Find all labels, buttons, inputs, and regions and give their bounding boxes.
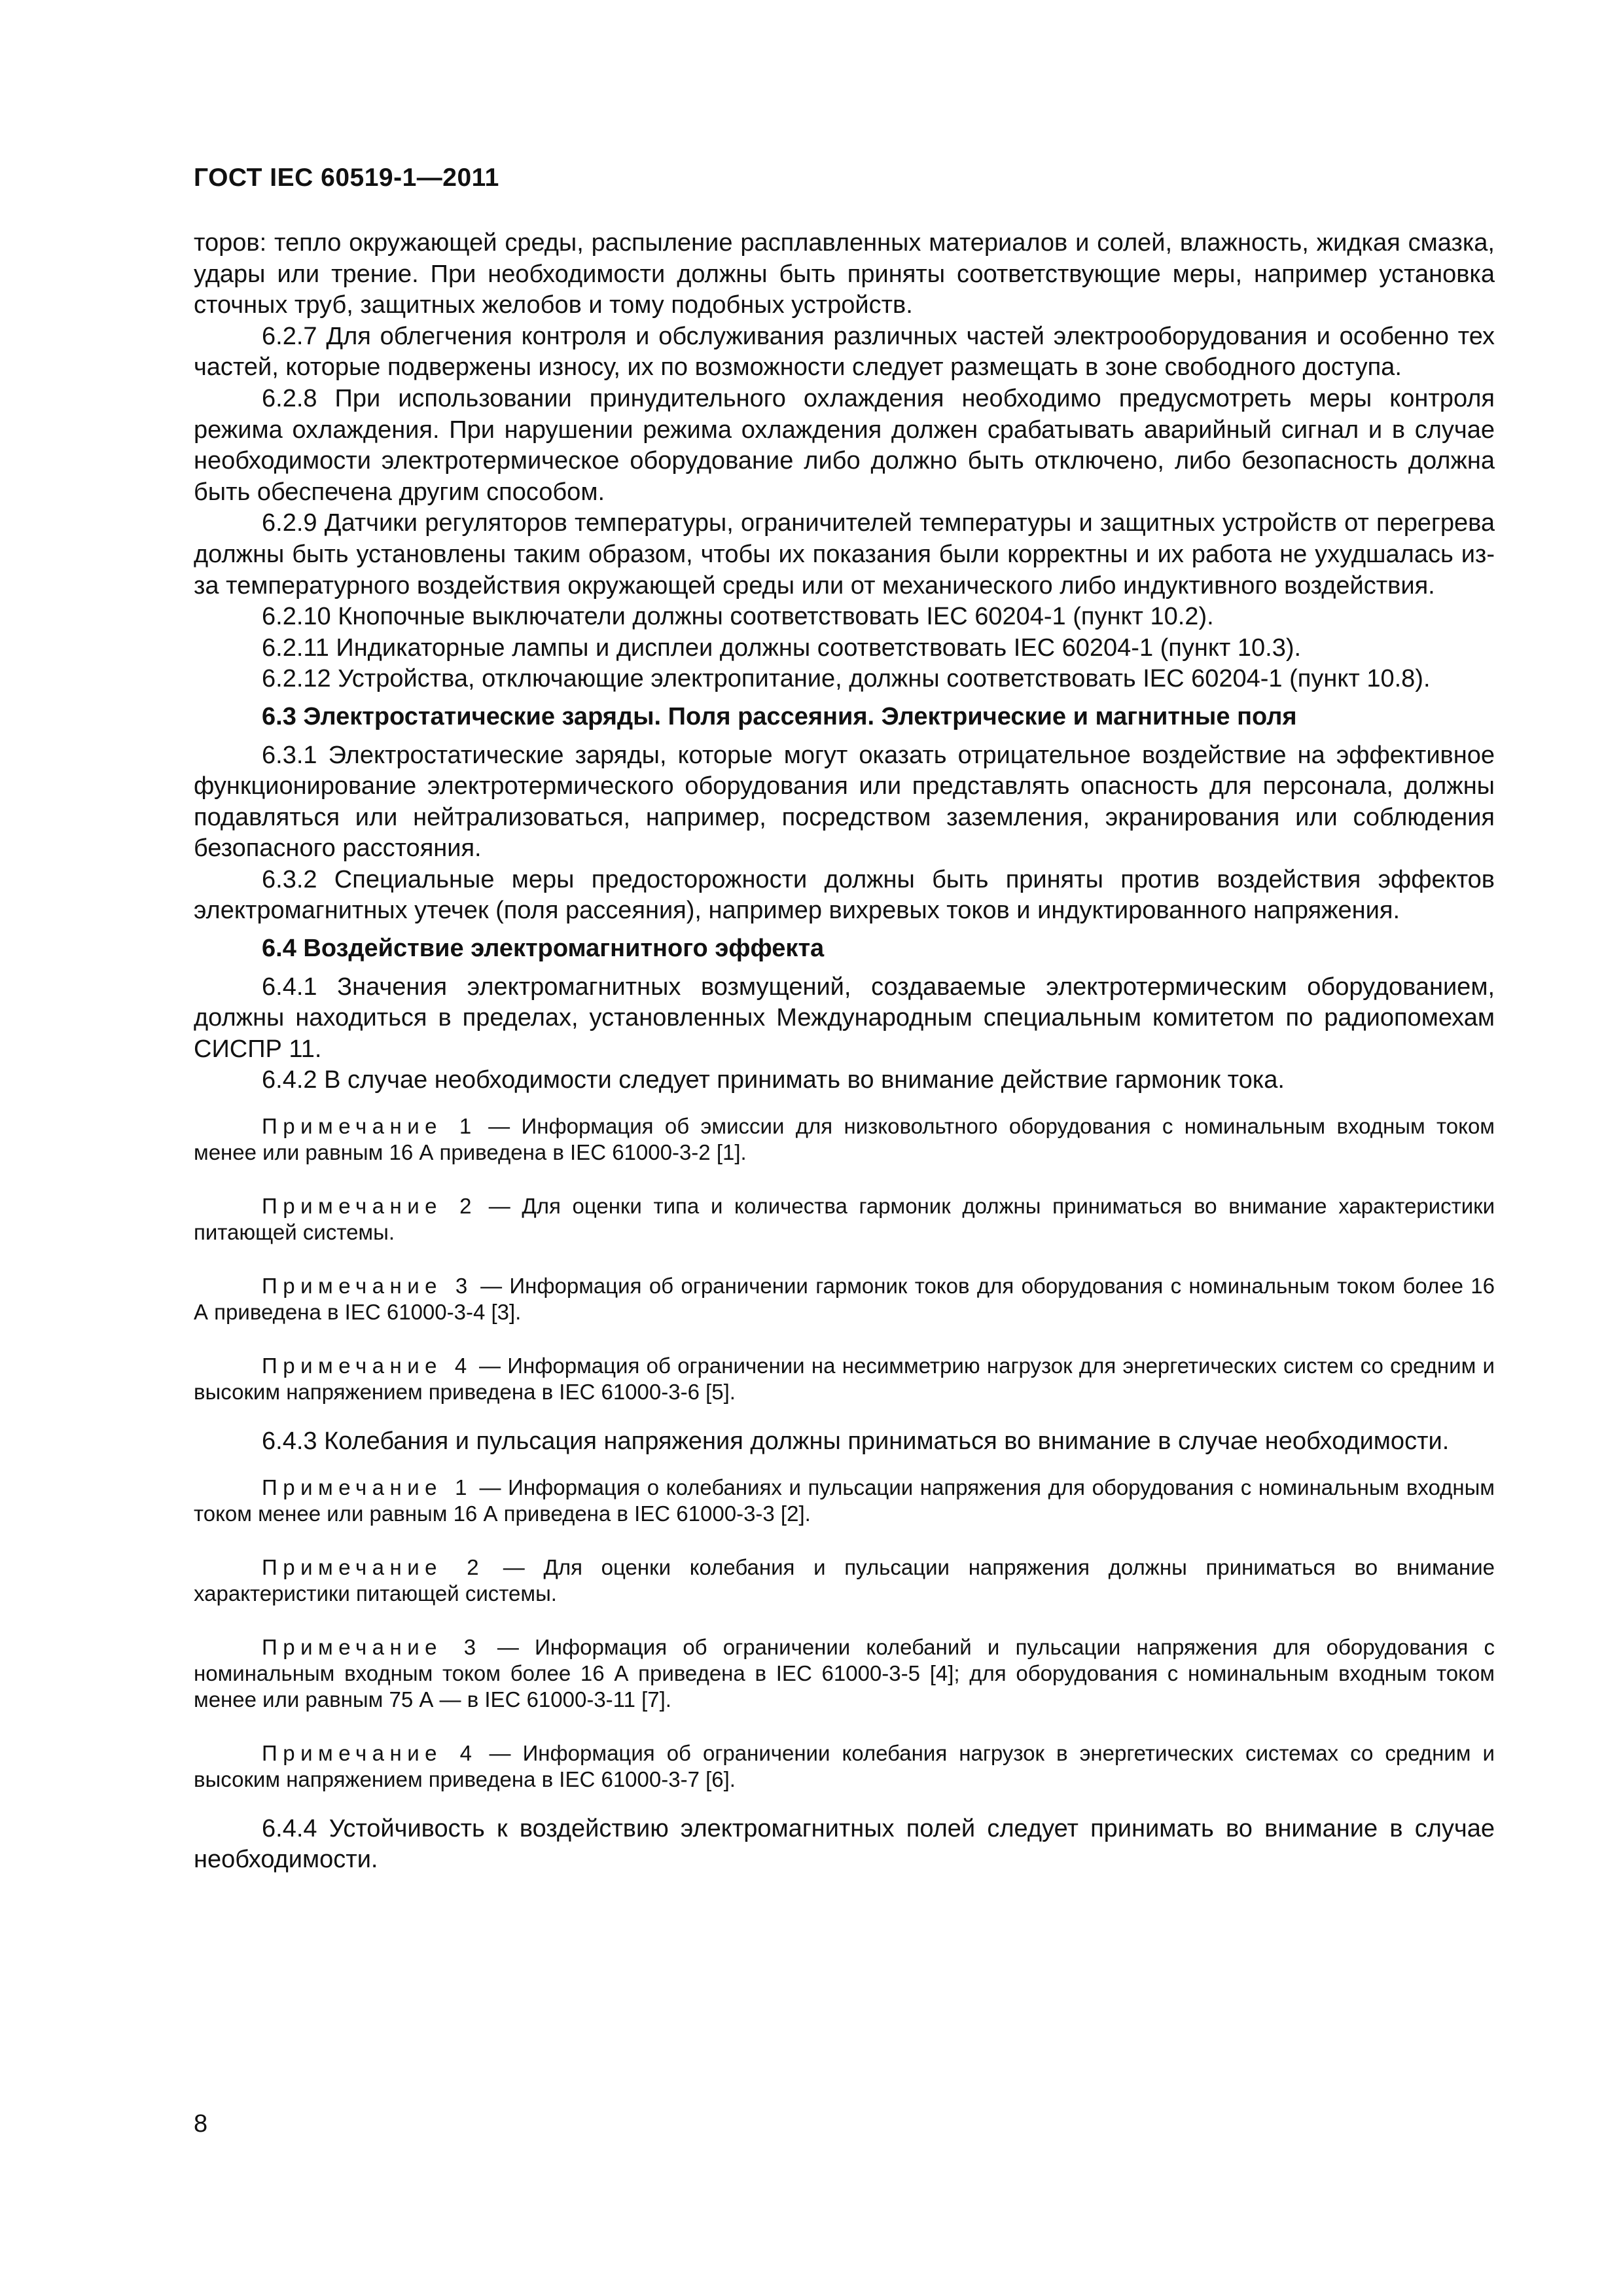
note-label: Примечание 1 xyxy=(262,1475,473,1499)
paragraph-6-2-10: 6.2.10 Кнопочные выключатели должны соответствовать IEC 60204-1 (пункт 10.2). xyxy=(262,603,1214,631)
note-label: Примечание 2 xyxy=(262,1554,485,1579)
notes-group-6-4-3 xyxy=(194,1475,1495,1793)
note-text: — Информация о колебаниях и пульсации напряжения для оборудования с номинальным входным током менее или равным 16 А приведена в IEC 61000-3-3 [2]. xyxy=(194,1475,1495,1526)
paragraph-6-2-8: 6.2.8 При использовании принудительного охлаждения необходимо предусмотреть меры контроля режима охлаждения. При нарушении режима охлаждения должен срабатывать аварийный сигнал и в случае необходимости электротермическое оборудование либо должно быть отключено, либо безопасность должна быть обеспечена другим способом. xyxy=(194,384,1495,506)
note xyxy=(194,1193,1495,1246)
paragraph-6-4-1: 6.4.1 Значения электромагнитных возмущений, создаваемые электротермическим оборудованием, должны находиться в пределах, установленных Международным специальным комитетом по радиопомехам СИСПР 11. xyxy=(194,973,1495,1063)
note-label: Примечание 1 xyxy=(262,1114,477,1139)
note xyxy=(194,1475,1495,1527)
note-label: Примечание 4 xyxy=(262,1740,478,1765)
page-number: 8 xyxy=(194,2110,208,2138)
paragraph-6-2-12: 6.2.12 Устройства, отключающие электропитание, должны соответствовать IEC 60204-1 (пункт 10.8). xyxy=(262,665,1431,693)
note xyxy=(194,1554,1495,1607)
note-text: — Информация об ограничении колебания нагрузок в энергетических системах со средним и высоким напряжением приведена в IEC 61000-3-7 [6]. xyxy=(194,1740,1495,1791)
heading-6-4: 6.4 Воздействие электромагнитного эффекта xyxy=(262,935,825,963)
note xyxy=(194,1634,1495,1713)
note-label: Примечание 3 xyxy=(262,1634,482,1659)
paragraph-6-3-2: 6.3.2 Специальные меры предосторожности должны быть приняты против воздействия эффектов электромагнитных утечек (поля рассеяния), например вихревых токов и индуктированного напряжения. xyxy=(194,865,1495,925)
note-label: Примечание 4 xyxy=(262,1354,473,1378)
paragraph-6-2-9: 6.2.9 Датчики регуляторов температуры, ограничителей температуры и защитных устройств от перегрева должны быть установлены таким образом, чтобы их показания были корректны и их работа не ухудшалась из-за температурного воздействия окружающей среды или от механического либо индуктивного воздействия. xyxy=(194,509,1495,600)
paragraph-6-2-11: 6.2.11 Индикаторные лампы и дисплеи должны соответствовать IEC 60204-1 (пункт 10.3). xyxy=(262,634,1302,662)
note xyxy=(194,1740,1495,1793)
paragraph-6-4-3: 6.4.3 Колебания и пульсация напряжения должны приниматься во внимание в случае необходимости. xyxy=(262,1427,1450,1456)
paragraph-6-4-4: 6.4.4 Устойчивость к воздействию электромагнитных полей следует принимать во внимание в случае необходимости. xyxy=(194,1814,1495,1874)
note-text: — Для оценки колебания и пульсации напряжения должны приниматься во внимание характеристики питающей системы. xyxy=(194,1554,1495,1605)
paragraph-6-3-1: 6.3.1 Электростатические заряды, которые могут оказать отрицательное воздействие на эффективное функционирование электротермического оборудования или представлять опасность для персонала, должны подавляться или нейтрализоваться, например, посредством заземления, экранирования или соблюдения безопасного расстояния. xyxy=(194,741,1495,863)
paragraph-continuation: торов: тепло окружающей среды, распыление расплавленных материалов и солей, влажность, жидкая смазка, удары или трение. При необходимости должны быть приняты соответствующие меры, например установка сточных труб, защитных желобов и тому подобных устройств. xyxy=(194,229,1495,319)
note-text: — Информация об ограничении на несимметрию нагрузок для энергетических систем со средним и высоким напряжением приведена в IEC 61000-3-6 [5]. xyxy=(194,1354,1495,1405)
note-text: — Информация об эмиссии для низковольтного оборудования с номинальным входным током менее или равным 16 А приведена в IEC 61000-3-2 [1]. xyxy=(194,1114,1495,1165)
note xyxy=(194,1273,1495,1325)
note xyxy=(194,1353,1495,1405)
note-text: — Информация об ограничении колебаний и пульсации напряжения для оборудования с номинальным входным током более 16 А приведена в IEC 61000-3-5 [4]; для оборудования с номинальным входным током менее или равным 75 А — в IEC 61000-3-11 [7]. xyxy=(194,1634,1495,1712)
note-text: — Для оценки типа и количества гармоник должны приниматься во внимание характеристики питающей системы. xyxy=(194,1194,1495,1245)
page-content xyxy=(194,228,1495,1876)
paragraph-6-4-2: 6.4.2 В случае необходимости следует принимать во внимание действие гармоник тока. xyxy=(262,1066,1285,1094)
note-label: Примечание 2 xyxy=(262,1194,478,1219)
heading-6-3: 6.3 Электростатические заряды. Поля рассеяния. Электрические и магнитные поля xyxy=(262,702,1297,730)
note xyxy=(194,1113,1495,1166)
note-text: — Информация об ограничении гармоник токов для оборудования с номинальным током более 16 А приведена в IEC 61000-3-4 [3]. xyxy=(194,1274,1495,1325)
notes-group-6-4-2 xyxy=(194,1113,1495,1405)
paragraph-6-2-7: 6.2.7 Для облегчения контроля и обслуживания различных частей электрооборудования и особенно тех частей, которые подвержены износу, их по возможности следует размещать в зоне свободного доступа. xyxy=(194,322,1495,382)
note-label: Примечание 3 xyxy=(262,1274,473,1299)
page-header: ГОСТ IEC 60519-1—2011 xyxy=(194,164,499,192)
